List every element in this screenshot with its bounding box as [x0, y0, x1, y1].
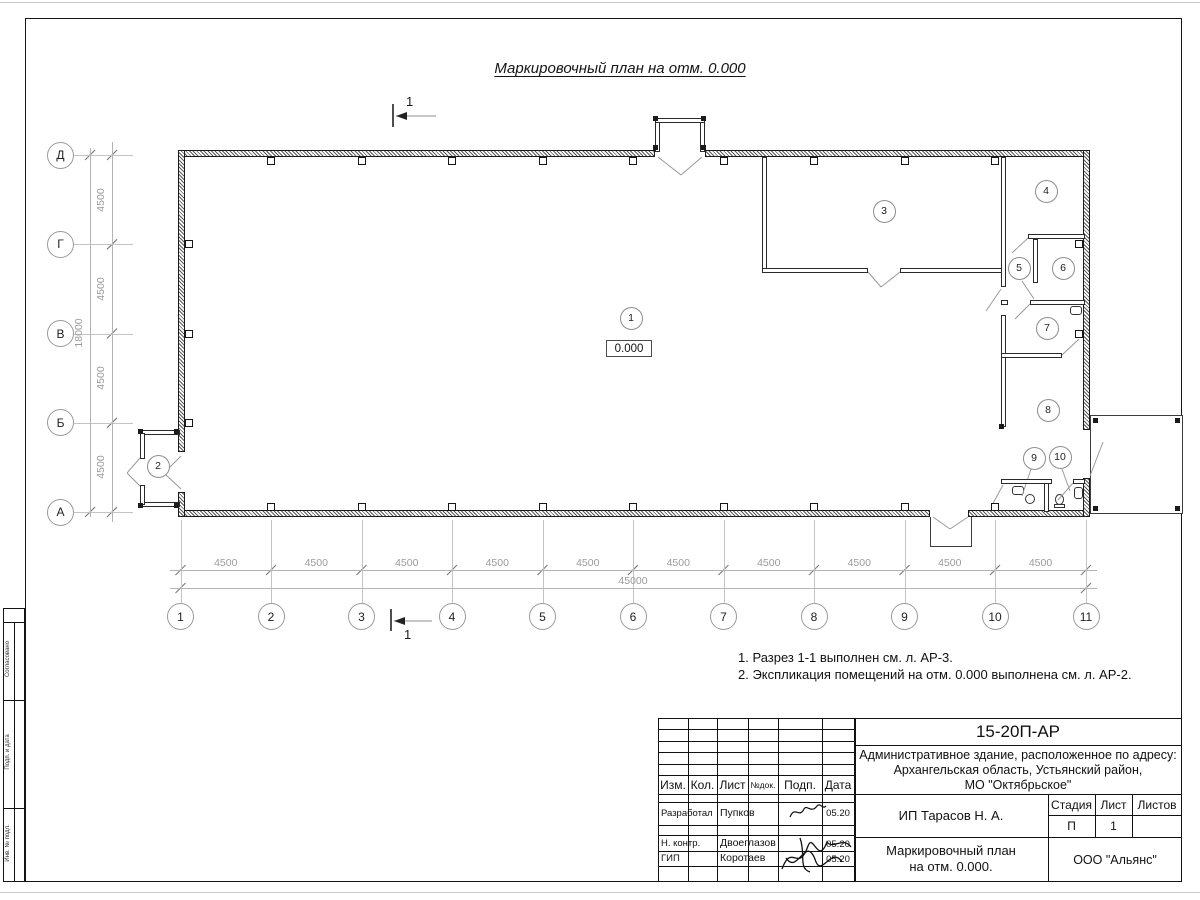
axis-bubble-bottom: 6 — [620, 603, 647, 630]
partition-wall — [1030, 300, 1085, 305]
axis-extension-line — [1086, 520, 1087, 603]
dim-label: 4500 — [1028, 557, 1053, 569]
tb-address-line: Административное здание, расположенное по адресу: — [859, 747, 1177, 762]
axis-bubble-bottom: 5 — [529, 603, 556, 630]
partition-wall — [1001, 157, 1006, 287]
axis-bubble-bottom: 1 — [167, 603, 194, 630]
pilaster — [267, 157, 275, 165]
tb-rev-header: Изм. — [660, 777, 686, 792]
wall-corner-mark — [1175, 418, 1180, 423]
frame-divider — [3, 700, 25, 701]
room-number-bubble: 1 — [620, 307, 643, 330]
axis-bubble-bottom: 11 — [1073, 603, 1100, 630]
dim-label: 4500 — [666, 557, 690, 569]
tb-date: 05.20 — [826, 838, 850, 850]
section-mark-label-top: 1 — [406, 94, 414, 109]
wall-corner-mark — [1093, 418, 1098, 423]
axis-extension-line — [543, 520, 544, 603]
pilaster — [185, 330, 193, 338]
dimension-line-left-total — [90, 148, 91, 517]
tb-rev-header: Лист — [719, 777, 746, 792]
axis-bubble-bottom: 3 — [348, 603, 375, 630]
partition-wall — [900, 268, 1006, 273]
axis-bubble-bottom: 7 — [710, 603, 737, 630]
dim-label: 4500 — [95, 455, 107, 480]
tb-line — [658, 835, 854, 836]
wall-corner-mark — [999, 424, 1004, 429]
partition-wall — [1044, 483, 1049, 512]
pilaster — [539, 157, 547, 165]
note-line: 1. Разрез 1-1 выполнен см. л. АР-3. — [738, 650, 953, 665]
pilaster — [810, 157, 818, 165]
dimension-line-left-segments — [112, 142, 113, 522]
partition-wall — [762, 157, 767, 273]
room-number-bubble: 9 — [1023, 447, 1046, 470]
dimension-line-bottom-total — [170, 588, 1097, 589]
tb-stage-header: Листов — [1137, 797, 1177, 812]
pilaster — [720, 503, 728, 511]
room-number-bubble: 7 — [1036, 317, 1059, 340]
tb-line — [688, 718, 689, 882]
wall-corner-mark — [138, 503, 143, 508]
pilaster — [901, 157, 909, 165]
partition-wall — [140, 433, 145, 459]
pilaster — [1075, 330, 1083, 338]
tb-sheet-value: 1 — [1110, 819, 1117, 833]
partition-wall — [1073, 479, 1085, 484]
tb-drawing-title: на отм. 0.000. — [909, 858, 993, 874]
axis-bubble-bottom: 10 — [982, 603, 1009, 630]
exterior-wall — [178, 510, 930, 517]
axis-bubble-left: А — [47, 499, 74, 526]
wall-corner-mark — [701, 145, 706, 150]
frame-divider — [3, 622, 25, 623]
pilaster — [267, 503, 275, 511]
dim-label: 4500 — [757, 557, 781, 569]
wall-corner-mark — [653, 116, 658, 121]
tb-drawing-title: Маркировочный план — [886, 842, 1016, 858]
room-number-bubble: 4 — [1035, 180, 1058, 203]
tb-stage-value: П — [1067, 819, 1076, 833]
partition-wall — [140, 485, 145, 505]
pilaster — [185, 240, 193, 248]
tb-date: 05.20 — [826, 807, 850, 819]
tb-date: 05.20 — [826, 853, 850, 865]
exterior-wall — [705, 150, 1090, 157]
axis-bubble-left: Б — [47, 409, 74, 436]
pilaster — [358, 157, 366, 165]
wall-corner-mark — [138, 429, 143, 434]
exterior-wall — [178, 150, 655, 157]
right-platform — [1090, 415, 1183, 514]
pilaster — [1075, 240, 1083, 248]
frame-label-inv-no: Инв. № подл. — [5, 824, 11, 862]
room-number-bubble: 3 — [873, 200, 896, 223]
tb-stage-header: Стадия — [1051, 797, 1092, 812]
dim-label: 4500 — [485, 557, 509, 569]
dim-label: 4500 — [95, 277, 107, 301]
room-number-bubble: 5 — [1008, 257, 1031, 280]
tb-role: Н. контр. — [661, 838, 701, 849]
wall-corner-mark — [1175, 506, 1180, 511]
partition-wall — [655, 118, 705, 123]
pilaster — [629, 157, 637, 165]
tb-line — [658, 764, 854, 765]
axis-bubble-bottom: 2 — [258, 603, 285, 630]
dim-label: 4500 — [304, 557, 328, 569]
drawing-title: Маркировочный план на отм. 0.000 — [494, 60, 746, 77]
tb-rev-header: Подп. — [784, 777, 816, 792]
tb-line — [658, 802, 854, 803]
page-edge-bottom — [0, 892, 1200, 893]
room-number-bubble: 2 — [147, 455, 170, 478]
axis-bubble-bottom: 9 — [891, 603, 918, 630]
partition-wall — [1001, 300, 1008, 305]
page-edge-top — [0, 2, 1200, 3]
tb-name: Двоеглазов — [720, 837, 776, 849]
room-number-bubble: 6 — [1052, 257, 1075, 280]
tb-company: ООО "Альянс" — [1073, 852, 1157, 867]
tb-line — [854, 745, 1182, 746]
tb-line — [778, 718, 779, 882]
axis-extension-line — [74, 423, 133, 424]
tb-role: ГИП — [661, 853, 680, 864]
partition-wall — [1001, 315, 1006, 427]
axis-bubble-bottom: 8 — [801, 603, 828, 630]
wall-corner-mark — [174, 503, 179, 508]
toilet-room9 — [1025, 494, 1035, 504]
partition-wall — [1033, 239, 1038, 283]
frame-label-agreed: Согласовано — [5, 640, 11, 678]
pilaster — [991, 157, 999, 165]
dimension-line-bottom-segments — [170, 570, 1097, 571]
pilaster — [991, 503, 999, 511]
exterior-wall — [968, 510, 1090, 517]
tb-rev-header: №док. — [750, 779, 776, 790]
wall-corner-mark — [653, 145, 658, 150]
wall-corner-mark — [701, 116, 706, 121]
exterior-wall — [178, 150, 185, 452]
tb-stage-header: Лист — [1100, 797, 1127, 812]
partition-wall — [1001, 353, 1062, 358]
wall-corner-mark — [174, 429, 179, 434]
axis-bubble-left: В — [47, 320, 74, 347]
dim-label: 4500 — [847, 557, 871, 569]
axis-extension-line — [74, 512, 133, 513]
axis-bubble-left: Г — [47, 231, 74, 258]
tb-client: ИП Тарасов Н. А. — [898, 808, 1004, 823]
pilaster — [185, 419, 193, 427]
tb-line — [658, 729, 854, 730]
pilaster — [629, 503, 637, 511]
dim-label-total: 45000 — [618, 575, 648, 587]
tb-line — [658, 866, 854, 867]
dim-label-total: 18000 — [73, 318, 85, 348]
note-line: 2. Экспликация помещений на отм. 0.000 выполнена см. л. АР-2. — [738, 667, 1132, 682]
partition-wall — [762, 268, 868, 273]
sink-room7 — [1070, 306, 1082, 315]
tb-line — [658, 752, 854, 753]
axis-bubble-left: Д — [47, 142, 74, 169]
bottom-porch — [930, 517, 972, 547]
axis-extension-line — [271, 520, 272, 603]
dim-label: 4500 — [938, 557, 962, 569]
frame-divider — [14, 622, 15, 882]
axis-extension-line — [452, 520, 453, 603]
sink-room9 — [1012, 486, 1024, 495]
pilaster — [901, 503, 909, 511]
elevation-mark: 0.000 — [606, 340, 652, 357]
tb-line — [658, 741, 854, 742]
tb-rev-header: Дата — [824, 777, 852, 792]
exterior-wall — [1083, 150, 1090, 430]
frame-label-sign-date: Подп. и дата — [5, 734, 11, 770]
pilaster — [448, 157, 456, 165]
axis-extension-line — [724, 520, 725, 603]
tb-sheets-value — [1132, 815, 1182, 837]
dim-label: 4500 — [95, 366, 107, 390]
pilaster — [720, 157, 728, 165]
tb-rev-header: Кол. — [690, 777, 715, 792]
pilaster — [539, 503, 547, 511]
tb-name: Пупков — [720, 807, 755, 819]
axis-extension-line — [814, 520, 815, 603]
pilaster — [358, 503, 366, 511]
dim-label: 4500 — [95, 187, 107, 212]
axis-bubble-bottom: 4 — [439, 603, 466, 630]
dim-label: 4500 — [576, 557, 600, 569]
tb-line — [658, 825, 854, 826]
tb-doc-code: 15-20П-АР — [975, 722, 1061, 741]
tb-address-line: Архангельская область, Устьянский район, — [893, 762, 1143, 777]
room-number-bubble: 8 — [1037, 399, 1060, 422]
dim-label: 4500 — [395, 557, 419, 569]
sink-room10 — [1074, 487, 1083, 499]
axis-extension-line — [995, 520, 996, 603]
axis-extension-line — [74, 155, 133, 156]
tb-name: Коротаев — [720, 852, 766, 864]
axis-extension-line — [905, 520, 906, 603]
wall-corner-mark — [1093, 506, 1098, 511]
tb-role: Разработал — [661, 808, 713, 819]
pilaster — [448, 503, 456, 511]
pilaster — [810, 503, 818, 511]
axis-extension-line — [74, 244, 133, 245]
axis-extension-line — [181, 520, 182, 603]
dim-label: 4500 — [214, 557, 238, 569]
tb-line — [717, 718, 718, 882]
toilet-tank-room10 — [1054, 504, 1065, 508]
room-number-bubble: 10 — [1049, 446, 1072, 469]
axis-extension-line — [633, 520, 634, 603]
axis-extension-line — [362, 520, 363, 603]
tb-address-line: МО "Октябрьское" — [964, 777, 1072, 792]
section-mark-label-bottom: 1 — [404, 627, 412, 642]
